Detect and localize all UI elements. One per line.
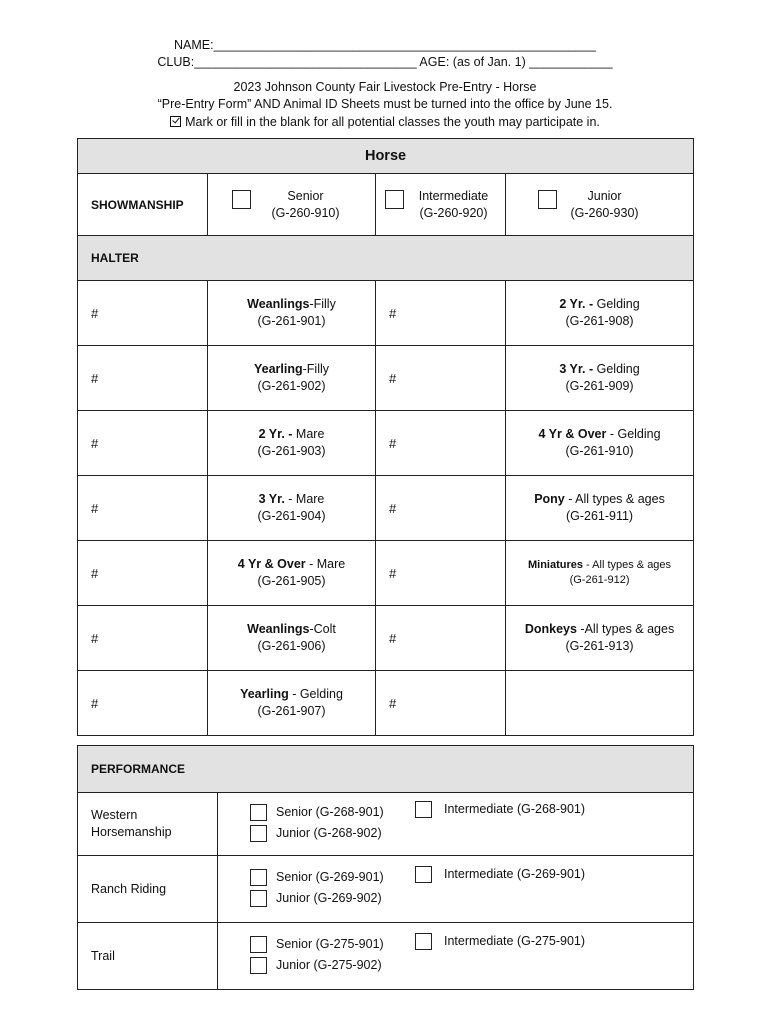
performance-senior-checkbox[interactable]: [250, 804, 267, 821]
halter-label: HALTER: [78, 236, 694, 281]
performance-junior-label: Junior (G-269-902): [276, 891, 382, 905]
halter-right-class-code: (G-261-909): [565, 379, 634, 393]
showmanship-row: [78, 174, 694, 236]
halter-left-class-code: (G-261-905): [257, 574, 326, 588]
halter-left-class-bold: Yearling: [240, 687, 289, 701]
halter-right-number[interactable]: #: [376, 411, 506, 476]
halter-left-class-code: (G-261-906): [257, 639, 326, 653]
performance-row: [78, 923, 694, 990]
performance-intermediate-checkbox[interactable]: [415, 933, 432, 950]
performance-class-name: Trail: [78, 923, 218, 990]
halter-left-class: [208, 411, 376, 476]
performance-rows: [78, 793, 694, 990]
performance-intermediate-label: Intermediate (G-275-901): [444, 934, 586, 948]
performance-row: [78, 856, 694, 923]
performance-options: [218, 923, 694, 990]
performance-senior-checkbox[interactable]: [250, 869, 267, 886]
halter-left-class-code: (G-261-903): [257, 444, 326, 458]
showmanship-intermediate: [376, 174, 506, 236]
deadline-notice: “Pre-Entry Form” AND Animal ID Sheets must be turned into the office by June 15.: [157, 97, 613, 111]
halter-right-class: [506, 346, 694, 411]
halter-left-class-code: (G-261-902): [257, 379, 326, 393]
halter-left-class-code: (G-261-907): [257, 704, 326, 718]
halter-left-class-code: (G-261-904): [257, 509, 326, 523]
halter-right-class: [506, 411, 694, 476]
halter-right-class: [506, 476, 694, 541]
halter-right-number[interactable]: #: [376, 606, 506, 671]
halter-right-class-bold: 3 Yr. -: [559, 362, 594, 376]
halter-right-class-code: (G-261-910): [565, 444, 634, 458]
halter-left-class-bold: 4 Yr & Over: [237, 557, 306, 571]
form-title: 2023 Johnson County Fair Livestock Pre-Entry - Horse: [233, 80, 537, 94]
halter-right-number[interactable]: #: [376, 671, 506, 736]
showmanship-senior-code: (G-260-910): [271, 205, 340, 220]
halter-right-class-bold: Miniatures: [527, 559, 583, 571]
halter-right-class-desc: - All types & ages: [564, 492, 665, 506]
halter-right-number[interactable]: #: [376, 476, 506, 541]
halter-right-class-bold: Donkeys: [524, 622, 577, 636]
halter-left-number[interactable]: #: [78, 411, 208, 476]
halter-right-number[interactable]: #: [376, 281, 506, 346]
halter-right-class-desc: Gelding: [593, 362, 640, 376]
halter-rows: [78, 281, 694, 736]
halter-right-class-desc: -All types & ages: [576, 622, 675, 636]
showmanship-intermediate-checkbox[interactable]: [385, 190, 404, 209]
halter-left-number[interactable]: #: [78, 671, 208, 736]
halter-right-number[interactable]: #: [376, 346, 506, 411]
halter-left-class-bold: Weanlings: [247, 622, 310, 636]
performance-junior-checkbox[interactable]: [250, 890, 267, 907]
showmanship-label: SHOWMANSHIP: [78, 174, 208, 236]
performance-junior-checkbox[interactable]: [250, 957, 267, 974]
halter-left-number[interactable]: #: [78, 606, 208, 671]
halter-right-class: [506, 606, 694, 671]
halter-right-class-code: (G-261-908): [565, 314, 634, 328]
halter-left-class: [208, 346, 376, 411]
halter-row: [78, 476, 694, 541]
name-line[interactable]: NAME:_______________________________________________________: [174, 38, 596, 52]
showmanship-junior: [506, 174, 694, 236]
halter-left-class-desc: Mare: [292, 427, 325, 441]
showmanship-junior-checkbox[interactable]: [538, 190, 557, 209]
performance-options: [218, 793, 694, 856]
halter-left-class: [208, 476, 376, 541]
halter-right-class-code: (G-261-911): [565, 509, 634, 523]
halter-left-class-bold: Weanlings: [247, 297, 310, 311]
performance-intermediate-checkbox[interactable]: [415, 801, 432, 818]
halter-right-class-desc: - Gelding: [606, 427, 661, 441]
halter-left-number[interactable]: #: [78, 541, 208, 606]
halter-row: [78, 671, 694, 736]
halter-left-number[interactable]: #: [78, 476, 208, 541]
halter-left-class-code: (G-261-901): [257, 314, 326, 328]
performance-junior-label: Junior (G-275-902): [276, 958, 382, 972]
performance-senior-label: Senior (G-269-901): [276, 870, 384, 884]
showmanship-junior-name: Junior: [587, 188, 622, 203]
performance-intermediate-checkbox[interactable]: [415, 866, 432, 883]
performance-class-name: Western Horsemanship: [78, 793, 218, 856]
halter-left-class: [208, 606, 376, 671]
performance-label: PERFORMANCE: [78, 746, 694, 793]
halter-row: [78, 541, 694, 606]
halter-left-class-desc: - Mare: [305, 557, 346, 571]
halter-left-class: [208, 541, 376, 606]
performance-junior-checkbox[interactable]: [250, 825, 267, 842]
halter-left-number[interactable]: #: [78, 346, 208, 411]
performance-class-name: Ranch Riding: [78, 856, 218, 923]
halter-left-number[interactable]: #: [78, 281, 208, 346]
showmanship-intermediate-code: (G-260-920): [419, 205, 488, 220]
halter-row: [78, 411, 694, 476]
halter-left-class-desc: - Gelding: [288, 687, 343, 701]
halter-right-class-desc: - All types & ages: [583, 559, 672, 571]
performance-junior-label: Junior (G-268-902): [276, 826, 382, 840]
checkbox-check-icon: [170, 116, 181, 127]
instruction-line: [0, 114, 770, 130]
halter-row: [78, 606, 694, 671]
showmanship-senior-name: Senior: [287, 188, 324, 203]
halter-left-class-bold: 3 Yr.: [258, 492, 285, 506]
halter-left-class: [208, 281, 376, 346]
halter-left-class: [208, 671, 376, 736]
halter-right-class-code: (G-261-912): [569, 574, 630, 586]
halter-left-class-desc: -Filly: [309, 297, 336, 311]
halter-left-class-bold: Yearling: [253, 362, 303, 376]
halter-right-class: [506, 281, 694, 346]
performance-senior-checkbox[interactable]: [250, 936, 267, 953]
halter-left-class-desc: -Colt: [309, 622, 336, 636]
halter-right-class-bold: Pony: [534, 492, 565, 506]
horse-table-title: Horse: [78, 139, 694, 174]
halter-right-class-bold: 2 Yr. -: [559, 297, 594, 311]
performance-senior-label: Senior (G-268-901): [276, 805, 384, 819]
performance-options: [218, 856, 694, 923]
halter-left-class-desc: -Filly: [302, 362, 330, 376]
showmanship-senior: [208, 174, 376, 236]
horse-table: [77, 138, 694, 736]
halter-left-class-desc: - Mare: [284, 492, 325, 506]
halter-row: [78, 346, 694, 411]
showmanship-senior-checkbox[interactable]: [232, 190, 251, 209]
club-age-line[interactable]: CLUB:________________________________ AGE: (as of Jan. 1) ____________: [157, 55, 613, 69]
halter-row: [78, 281, 694, 346]
showmanship-junior-code: (G-260-930): [570, 205, 639, 220]
halter-right-number[interactable]: #: [376, 541, 506, 606]
performance-intermediate-label: Intermediate (G-269-901): [444, 867, 586, 881]
halter-left-class-bold: 2 Yr. -: [258, 427, 293, 441]
halter-right-class-code: (G-261-913): [565, 639, 634, 653]
halter-right-class: [506, 541, 694, 606]
performance-senior-label: Senior (G-275-901): [276, 937, 384, 951]
performance-table: [77, 745, 694, 990]
halter-right-class-desc: Gelding: [593, 297, 640, 311]
halter-right-class-bold: 4 Yr & Over: [538, 427, 607, 441]
halter-right-class: [506, 671, 694, 736]
instruction-text: Mark or fill in the blank for all potential classes the youth may participate in.: [185, 115, 600, 129]
performance-row: [78, 793, 694, 856]
performance-intermediate-label: Intermediate (G-268-901): [444, 802, 586, 816]
showmanship-intermediate-name: Intermediate: [418, 188, 489, 203]
